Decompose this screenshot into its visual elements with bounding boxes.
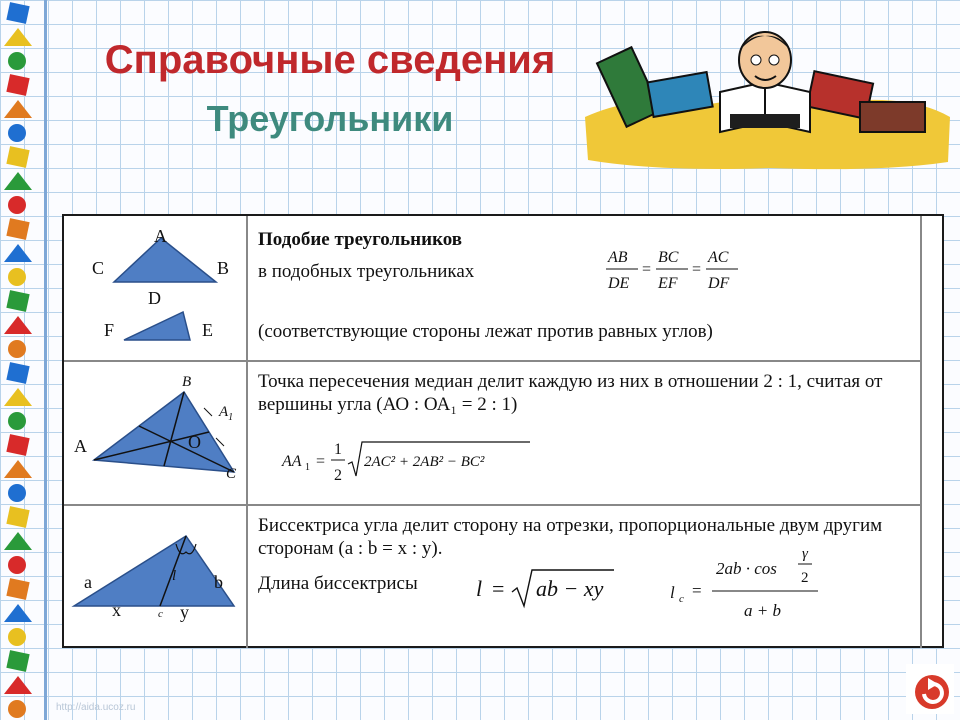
student-reading-books-illustration (580, 22, 955, 172)
page-title: Справочные сведения (104, 38, 556, 82)
decorative-shape (6, 506, 29, 528)
similarity-text: в подобных треугольниках (258, 261, 475, 282)
equals-sign: = (316, 453, 326, 470)
decorative-shape (4, 172, 32, 190)
column-divider (920, 216, 922, 648)
decorative-shape (4, 316, 32, 334)
radicand: ab − xy (536, 576, 604, 601)
vertex-label-a: A (154, 226, 167, 246)
vertex-label-b: B (182, 374, 192, 390)
decorative-shape (4, 388, 32, 406)
similarity-heading: Подобие треугольников (258, 229, 463, 250)
vertex-label-f: F (104, 320, 115, 340)
return-button[interactable] (906, 664, 954, 714)
vertex-label-b: B (217, 258, 230, 278)
decorative-shape (4, 604, 32, 622)
bisector-text: Биссектриса угла делит сторону на отрезки, пропорциональные двум другим сторонам (a : b = x : y). (258, 515, 883, 559)
median-text: Точка пересечения медиан делит каждую из них в отношении 2 : 1, считая от вершины угла (АО : ОА₁ = 2 : 1) (258, 371, 883, 415)
formula-lhs-sub: 1 (305, 462, 310, 473)
column-divider (246, 216, 248, 648)
decorative-shape (6, 650, 29, 672)
fraction-numerator: 2ab · cos (716, 559, 777, 578)
bisector-length-formula (472, 566, 622, 610)
decorative-shape (8, 196, 26, 214)
segment-label-x: x (112, 600, 121, 620)
median-triangle-figure (64, 362, 246, 504)
reference-table (62, 214, 944, 648)
median-length-formula (278, 436, 538, 486)
footer-url: http://aida.ucoz.ru (56, 702, 136, 713)
similarity-note: (соответствующие стороны лежат против равных углов) (258, 321, 713, 342)
ratio-denominator: EF (658, 275, 678, 292)
bisector-length-label: Длина биссектрисы (258, 573, 418, 594)
ratio-denominator: DF (708, 275, 730, 292)
similarity-ratio-formula (604, 244, 744, 296)
decorative-shape (6, 362, 29, 384)
fraction-denominator: a + b (744, 601, 781, 620)
decorative-shape (8, 556, 26, 574)
decorative-shape (4, 460, 32, 478)
equals-sign: = (642, 261, 652, 278)
decorative-shape (8, 700, 26, 718)
decorative-shape (6, 290, 29, 312)
vertex-label-a: A (74, 436, 87, 456)
side-label-a: a (84, 572, 92, 592)
vertex-label-c: C (226, 466, 237, 482)
decorative-shape (6, 434, 29, 456)
bisector-cos-formula (668, 536, 828, 636)
fraction-numerator: 1 (334, 441, 342, 458)
formula-lhs: l (476, 576, 483, 601)
ratio-numerator: AB (608, 249, 628, 266)
equals-sign: = (692, 261, 702, 278)
ratio-numerator: BC (658, 249, 679, 266)
side-label-b: b (214, 572, 223, 592)
decorative-shape (6, 218, 29, 240)
gamma-denominator: 2 (801, 570, 809, 586)
decorative-shape (8, 628, 26, 646)
segment-label-y: y (180, 602, 189, 622)
centroid-label-o: O (188, 432, 201, 452)
decorative-shape (4, 244, 32, 262)
ratio-numerator: AC (708, 249, 729, 266)
return-arrow-icon (906, 664, 954, 714)
decorative-shape (8, 268, 26, 286)
formula-lhs: AA (282, 453, 302, 470)
gamma-symbol: γ (802, 546, 808, 562)
decorative-shape (4, 532, 32, 550)
decorative-shape (8, 484, 26, 502)
radicand: 2AC² + 2AB² − BC² (364, 454, 485, 470)
decorative-shape (4, 676, 32, 694)
formula-lhs: l (670, 583, 675, 602)
vertex-label-e: E (202, 320, 213, 340)
vertex-label-c: C (92, 258, 105, 278)
page-subtitle: Треугольники (206, 98, 454, 139)
vertex-label-d: D (148, 288, 161, 308)
vertex-label-a1: $A_1$ (219, 404, 234, 423)
formula-lhs-sub: c (679, 593, 684, 605)
decorative-shape (8, 412, 26, 430)
decorative-shape (6, 578, 29, 600)
fraction-denominator: 2 (334, 467, 342, 484)
side-label-c: c (158, 608, 163, 620)
decorative-shape (6, 146, 29, 168)
equals-sign: = (692, 581, 702, 600)
decorative-shape (6, 2, 29, 24)
ratio-denominator: DE (608, 275, 630, 292)
bisector-label-l: l (172, 568, 177, 584)
equals-sign: = (492, 576, 505, 601)
decorative-shape (8, 340, 26, 358)
